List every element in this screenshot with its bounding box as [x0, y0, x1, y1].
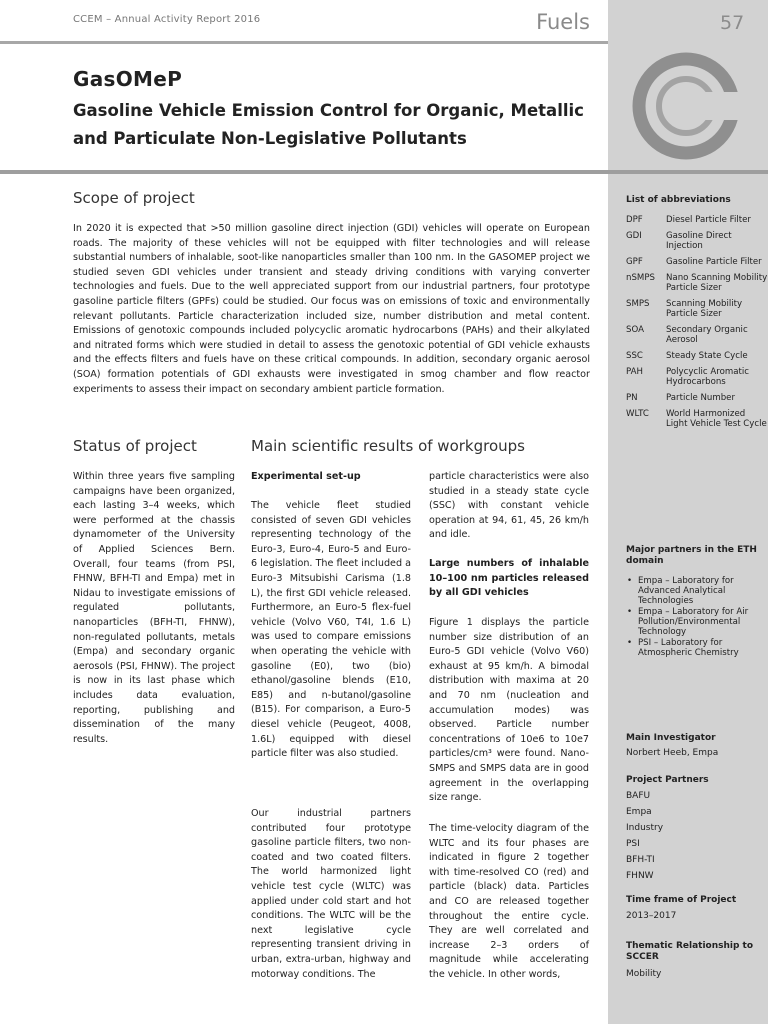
abbreviation-definition: Gasoline Direct Injection — [666, 231, 732, 251]
thematic-heading: Thematic Relationship to SCCER — [626, 941, 754, 962]
project-partner-item: FHNW — [626, 871, 654, 881]
abbreviation-code: DPF — [626, 215, 643, 225]
setup-paragraph: The vehicle fleet studied consisted of seven GDI vehicles representing technology of the Euro-3, Euro-4, Euro-5 and Euro-6 legislation. The fleet included a Euro-3 Mitsubishi Carisma (1.8 L), the first GDI vehicle released. Furthermore, an Euro-5 flex-fuel vehicle (Volvo V60, T4I, 1.6 L) was used to compare emissions when operating the vehicle with gasoline (E0), two (bio) ethanol/gasoline blends (E10, E85) and n-butanol/gasoline (B15). For comparison, a Euro-5 diesel vehicle (Peugeot, 4008, 1.6L) equipped with diesel particle filter was also studied. — [251, 500, 411, 760]
abbreviation-row — [626, 215, 768, 225]
abbreviation-code: SOA — [626, 325, 644, 335]
thematic-value: Mobility — [626, 969, 662, 979]
abbreviations-heading: List of abbreviations — [626, 195, 731, 205]
eth-partner-item: • Empa – Laboratory for Air Pollution/Environmental Technology — [626, 607, 766, 637]
abbreviation-row — [626, 257, 768, 267]
abbreviation-code: PN — [626, 393, 638, 403]
abbreviation-code: WLTC — [626, 409, 649, 419]
scope-heading: Scope of project — [73, 189, 195, 207]
abbreviation-code: SSC — [626, 351, 643, 361]
scope-text: In 2020 it is expected that >50 million gasoline direct injection (GDI) vehicles will operate on European roads. The majority of these vehicles will not be equipped with filter technologies and will release substantial numbers of inhalable, soot-like nanoparticles smaller than 100 nm. In the GASOMEP project we studied seven GDI vehicles under transient and steady driving conditions with varying converter technologies and fuels. Due to the well appreciated support from our industrial partners, four prototype gasoline particle filters (GPFs) could be studied. Our focus was on emissions of toxic and environmentally relevant pollutants. Particle characterization included size, number distribution and metal content. Emissions of genotoxic compounds included polycyclic aromatic hydrocarbons (PAHs) and their alkylated and nitrated forms which were studied in detail to assess the genotoxic potential of GDI vehicle exhausts and the effects filters and fuels have on these critical compounds. In addition, secondary organic aerosol (SOA) formation potentials of GDI exhausts were investigated in smog chamber and flow reactor experiments to assess their impact on secondary ambient particle formation. — [73, 223, 590, 395]
particles-subheading: Large numbers of inhalable 10–100 nm particles released by all GDI vehicles — [429, 558, 589, 599]
abbreviation-code: GPF — [626, 257, 643, 267]
abbreviation-definition: Steady State Cycle — [666, 351, 748, 361]
investigator-name: Norbert Heeb, Empa — [626, 748, 719, 758]
abbreviation-definition: Diesel Particle Filter — [666, 215, 751, 225]
section-title: Fuels — [536, 10, 590, 34]
abbreviation-code: PAH — [626, 367, 643, 377]
abbreviation-row — [626, 351, 768, 361]
header-divider — [0, 41, 608, 44]
abbreviation-definition: Gasoline Particle Filter — [666, 257, 762, 267]
project-partner-item: BFH-TI — [626, 855, 655, 865]
abbreviation-definition: Polycyclic Aromatic Hydrocarbons — [666, 367, 749, 387]
abbreviation-definition: Nano Scanning Mobility Particle Sizer — [666, 273, 768, 293]
abbreviation-row — [626, 273, 768, 293]
abbreviation-definition: Particle Number — [666, 393, 736, 403]
project-partner-item: Industry — [626, 823, 664, 833]
investigator-heading: Main Investigator — [626, 733, 716, 743]
abbreviation-definition: World Harmonized Light Vehicle Test Cycle — [666, 409, 767, 429]
report-title: CCEM – Annual Activity Report 2016 — [73, 14, 261, 25]
status-heading: Status of project — [73, 437, 197, 455]
abbreviation-row — [626, 367, 768, 387]
abbreviation-row — [626, 231, 768, 251]
abbreviation-code: nSMPS — [626, 273, 655, 283]
timeframe-heading: Time frame of Project — [626, 895, 737, 905]
filters-paragraph: Our industrial partners contributed four prototype gasoline particle filters, two non-coated and two coated filters. The world harmonized light vehicle test cycle (WLTC) was applied under cold start and hot conditions. The WLTC will be the next legislative cycle representing transient driving in urban, extra-urban, highway and motorway conditions. The — [251, 808, 411, 980]
eth-partner-item: • PSI – Laboratory for Atmospheric Chemistry — [626, 638, 766, 658]
project-title: Gasoline Vehicle Emission Control for Organic, Metallic and Particulate Non-Legislative Pollutants — [73, 101, 584, 148]
page-number: 57 — [720, 12, 745, 34]
eth-partners-list — [626, 576, 766, 659]
abbreviation-definition: Scanning Mobility Particle Sizer — [666, 299, 743, 319]
abbreviation-code: GDI — [626, 231, 642, 241]
project-partners-heading: Project Partners — [626, 775, 709, 785]
setup-subheading: Experimental set-up — [251, 471, 361, 482]
abbreviation-code: SMPS — [626, 299, 650, 309]
title-divider — [0, 170, 768, 174]
ccem-logo-icon — [630, 50, 742, 162]
wltc-paragraph: The time-velocity diagram of the WLTC and its four phases are indicated in figure 2 together with time-resolved CO (red) and particle (black) data. Particles and CO are released together throughout the entire cycle. They are well correlated and increase 2–3 orders of magnitude while accelerating the vehicle. In other words, — [429, 823, 589, 980]
eth-partner-item: • Empa – Laboratory for Advanced Analytical Technologies — [626, 576, 766, 606]
abbreviation-row — [626, 325, 768, 345]
status-text: Within three years five sampling campaigns have been organized, each lasting 3–4 weeks, which were performed at the chassis dynamometer of the University of Applied Sciences Bern. Overall, four teams (from PSI, FHNW, BFH-TI and Empa) met in Nidau to investigate emissions of regulated pollutants, nanoparticles (BFH-TI, FHNW), non-regulated pollutants, metals (Empa) and secondary organic aerosols (PSI, FHNW). The project is now in its last phase which includes data evaluation, reporting, publishing and dissemination of the many results. — [73, 471, 235, 745]
abbreviation-row — [626, 393, 768, 403]
timeframe-value: 2013–2017 — [626, 911, 677, 921]
ssc-paragraph: particle characteristics were also studied in a steady state cycle (SSC) with constant vehicle operation at 94, 61, 45, 26 km/h and idle. — [429, 471, 589, 541]
project-partner-item: PSI — [626, 839, 640, 849]
eth-partners-heading: Major partners in the ETH domain — [626, 545, 757, 566]
project-partners-list — [626, 788, 766, 884]
figure1-paragraph: Figure 1 displays the particle number size distribution of an Euro-5 GDI vehicle (Volvo V60) exhaust at 95 km/h. A bimodal distribution with maxima at 20 and 70 nm (nucleation and accumulation modes) was observed. Particle number concentrations of 10e6 to 10e7 particles/cm³ were found. Nano-SMPS and SMPS data are in good agreement in the overlapping size range. — [429, 617, 589, 804]
project-partner-item: Empa — [626, 807, 652, 817]
project-acronym: GasOMeP — [73, 67, 183, 91]
results-heading: Main scientific results of workgroups — [251, 437, 525, 455]
abbreviations-list — [626, 215, 768, 435]
abbreviation-definition: Secondary Organic Aerosol — [666, 325, 748, 345]
abbreviation-row — [626, 409, 768, 429]
abbreviation-row — [626, 299, 768, 319]
project-partner-item: BAFU — [626, 791, 651, 801]
